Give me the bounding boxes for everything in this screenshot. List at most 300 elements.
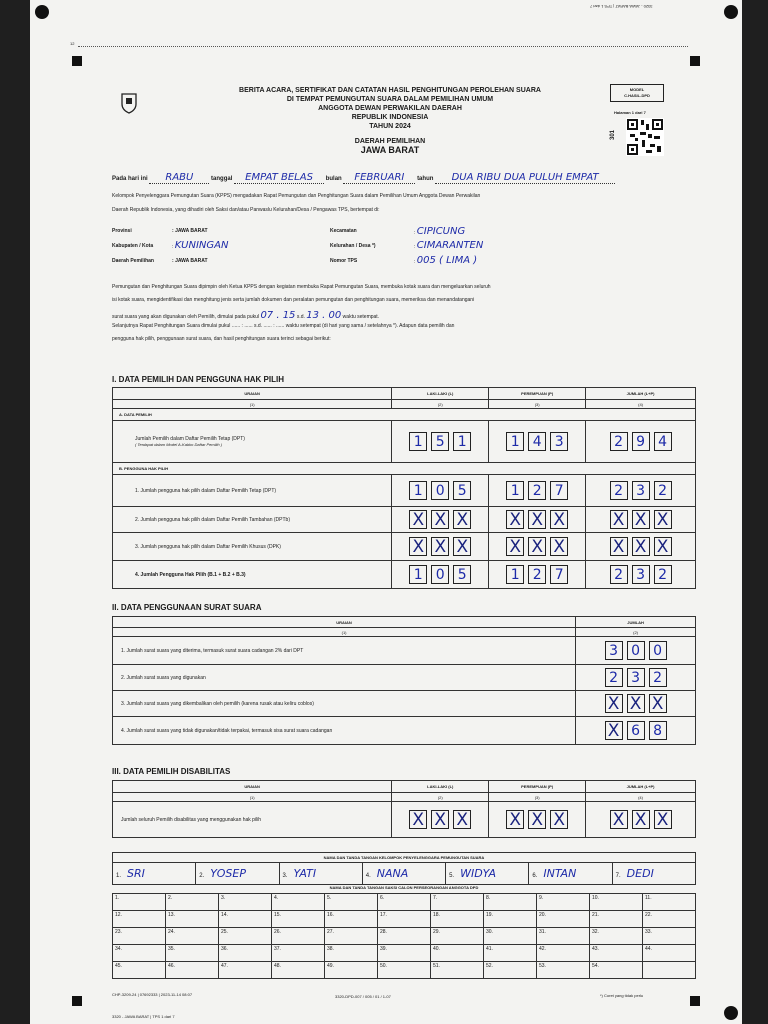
digit: 8 xyxy=(649,721,667,740)
saksi-number: 43. xyxy=(592,946,599,952)
digit: X xyxy=(550,537,568,556)
s3-num-2: (2) xyxy=(392,793,489,802)
saksi-table xyxy=(112,893,696,979)
section-2-title: II. DATA PENGGUNAAN SURAT SUARA xyxy=(112,603,262,612)
kecamatan-label: Kecamatan xyxy=(330,228,357,234)
s1-b2-perempuan xyxy=(489,507,586,533)
kpps-signer-number: 7. xyxy=(615,873,621,879)
digit: 9 xyxy=(632,432,650,451)
s1-header-laki: LAKI-LAKI (L) xyxy=(392,388,489,400)
saksi-number: 3. xyxy=(221,895,226,901)
saksi-cell-19 xyxy=(484,911,537,928)
s1-b4-jumlah xyxy=(586,561,696,589)
kpps-header: NAMA DAN TANDA TANGAN KELOMPOK PENYELENGGARA PEMUNGUTAN SUARA xyxy=(113,853,696,863)
s2-num-1: (1) xyxy=(113,628,576,637)
saksi-number: 15. xyxy=(274,912,281,918)
saksi-number: 38. xyxy=(327,946,334,952)
saksi-number: 23. xyxy=(115,929,122,935)
s2-row-4-value xyxy=(576,717,696,745)
s2-row-2-value xyxy=(576,665,696,691)
kabupaten-value: : KUNINGAN xyxy=(172,240,229,251)
digit: 7 xyxy=(550,481,568,500)
digit: X xyxy=(654,537,672,556)
saksi-cell-21 xyxy=(590,911,643,928)
saksi-number: 20. xyxy=(539,912,546,918)
saksi-cell-40 xyxy=(431,945,484,962)
digit: X xyxy=(431,537,449,556)
tps-text: 005 ( LIMA ) xyxy=(416,255,478,266)
registration-mark-br xyxy=(690,996,700,1006)
s1-b3-laki xyxy=(392,533,489,561)
saksi-number: 31. xyxy=(539,929,546,935)
kpu-logo xyxy=(120,92,138,112)
s3-jumlah xyxy=(586,802,696,838)
saksi-cell-24 xyxy=(166,928,219,945)
saksi-number: 6. xyxy=(380,895,385,901)
digit: 5 xyxy=(431,432,449,451)
digit: 2 xyxy=(528,565,546,584)
saksi-number: 19. xyxy=(486,912,493,918)
kpps-signer-name: YATI xyxy=(293,867,317,880)
model-label: MODEL xyxy=(629,87,645,92)
end-time: 13 . 00 xyxy=(306,310,342,321)
saksi-cell-23 xyxy=(113,928,166,945)
kpps-signer-name: YOSEP xyxy=(210,867,246,880)
bulan-label: bulan xyxy=(325,176,342,182)
section-2-table xyxy=(112,616,696,745)
s1-a-row-text: Jumlah Pemilih dalam Daftar Pemilih Tetap (DPT) xyxy=(135,436,245,442)
digit: X xyxy=(550,510,568,529)
s1-section-b-label: B. PENGGUNA HAK PILIH xyxy=(113,463,696,475)
body-p4-text: Selanjutnya Rapat Penghitungan Suara dimulai pukul xyxy=(112,323,231,329)
tps-value: : 005 ( LIMA ) xyxy=(414,255,478,266)
digit: 1 xyxy=(453,432,471,451)
kpps-signer-3 xyxy=(279,863,362,885)
s1-a-row-label xyxy=(113,421,392,463)
saksi-cell-8 xyxy=(484,894,537,911)
saksi-number: 39. xyxy=(380,946,387,952)
kabupaten-text: KUNINGAN xyxy=(174,240,229,251)
binder-hole-right xyxy=(724,5,738,19)
kpps-signer-number: 3. xyxy=(282,873,288,879)
s1-b1-label: 1. Jumlah pengguna hak pilih dalam Daftar Pemilih Tetap (DPT) xyxy=(113,475,392,507)
section-3-table xyxy=(112,780,696,838)
saksi-cell-5 xyxy=(325,894,378,911)
body-p4-tail: waktu setempat (di hari yang sama / setelahnya *). Adapun data pemilih dan xyxy=(285,323,455,329)
saksi-cell-49 xyxy=(325,962,378,979)
daerah-pemilihan-label: Daerah Pemilihan xyxy=(112,258,154,264)
tanggal-label: tanggal xyxy=(211,176,233,182)
digit: X xyxy=(610,810,628,829)
kecamatan-text: CIPICUNG xyxy=(416,226,466,237)
saksi-number: 24. xyxy=(168,929,175,935)
digit: X xyxy=(431,510,449,529)
daerah-pemilihan-text: JAWA BARAT xyxy=(175,258,208,264)
digit: X xyxy=(605,721,623,740)
daerah-label: DAERAH PEMILIHAN xyxy=(354,138,426,145)
saksi-number: 10. xyxy=(592,895,599,901)
digit: X xyxy=(632,510,650,529)
s2-row-4-label: 4. Jumlah surat suara yang tidak digunakan/tidak terpakai, termasuk sisa surat suara cadangan xyxy=(113,717,576,745)
provinsi-value: : JAWA BARAT xyxy=(172,228,208,234)
title-line-3: ANGGOTA DEWAN PERWAKILAN DAERAH xyxy=(318,105,462,112)
footer-right: *) Coret yang tidak perlu xyxy=(600,993,644,998)
saksi-number: 16. xyxy=(327,912,334,918)
saksi-number: 49. xyxy=(327,963,334,969)
saksi-cell-32 xyxy=(590,928,643,945)
saksi-cell-20 xyxy=(537,911,590,928)
body-paragraph-3 xyxy=(112,310,702,321)
s1-num-4: (4) xyxy=(586,400,696,409)
title-line-4: REPUBLIK INDONESIA xyxy=(351,114,429,121)
kpps-signer-number: 2. xyxy=(199,873,205,879)
binder-hole-bottom-right xyxy=(724,1006,738,1020)
digit: X xyxy=(605,694,623,713)
saksi-number: 54. xyxy=(592,963,599,969)
kpps-signer-4 xyxy=(362,863,445,885)
kpps-signer-name: INTAN xyxy=(543,867,577,880)
digit: 3 xyxy=(605,641,623,660)
saksi-number: 36. xyxy=(221,946,228,952)
digit: 4 xyxy=(528,432,546,451)
s1-b4-label: 4. Jumlah Pengguna Hak Pilih (B.1 + B.2 + B.3) xyxy=(113,561,392,589)
saksi-header: NAMA DAN TANDA TANGAN SAKSI CALON PERSEORANGAN ANGGOTA DPD xyxy=(329,885,479,890)
saksi-number: 14. xyxy=(221,912,228,918)
s1-b1-laki xyxy=(392,475,489,507)
saksi-cell-48 xyxy=(272,962,325,979)
digit: 1 xyxy=(506,565,524,584)
saksi-cell-53 xyxy=(537,962,590,979)
saksi-number: 52. xyxy=(486,963,493,969)
digit: 7 xyxy=(550,565,568,584)
line-number: 12 xyxy=(70,41,75,46)
section-1-table xyxy=(112,387,696,589)
digit: X xyxy=(506,810,524,829)
digit: X xyxy=(610,537,628,556)
kpps-signer-name: WIDYA xyxy=(460,867,497,880)
digit: X xyxy=(632,537,650,556)
saksi-cell-33 xyxy=(643,928,696,945)
saksi-number: 33. xyxy=(645,929,652,935)
saksi-number: 18. xyxy=(433,912,440,918)
s1-a-laki xyxy=(392,421,489,463)
s3-perempuan xyxy=(489,802,586,838)
s3-laki xyxy=(392,802,489,838)
digit: 2 xyxy=(610,432,628,451)
saksi-cell-7 xyxy=(431,894,484,911)
s1-b4-laki xyxy=(392,561,489,589)
saksi-cell-43 xyxy=(590,945,643,962)
start-time: 07 . 15 xyxy=(260,310,296,321)
s2-header-jumlah: JUMLAH xyxy=(576,617,696,628)
digit: X xyxy=(528,537,546,556)
digit: 1 xyxy=(409,565,427,584)
kpps-signer-7 xyxy=(612,863,695,885)
kecamatan-value: : CIPICUNG xyxy=(414,226,466,237)
saksi-cell-38 xyxy=(325,945,378,962)
saksi-number: 1. xyxy=(115,895,120,901)
saksi-number: 21. xyxy=(592,912,599,918)
kpps-signature-table xyxy=(112,852,696,885)
s1-b2-label: 2. Jumlah pengguna hak pilih dalam Daftar Pemilih Tambahan (DPTb) xyxy=(113,507,392,533)
s3-header-jumlah: JUMLAH (L+P) xyxy=(586,781,696,793)
digit: 1 xyxy=(506,432,524,451)
body-p3-text: surat suara yang akan digunakan oleh Pemilih, dimulai pada pukul xyxy=(112,314,260,320)
digit: 1 xyxy=(409,481,427,500)
saksi-number: 5. xyxy=(327,895,332,901)
saksi-cell-51 xyxy=(431,962,484,979)
qr-code xyxy=(626,118,664,156)
kpps-signer-name: NANA xyxy=(376,867,409,880)
model-box xyxy=(610,84,664,102)
saksi-cell-3 xyxy=(219,894,272,911)
saksi-cell-39 xyxy=(378,945,431,962)
saksi-cell-50 xyxy=(378,962,431,979)
s3-header-laki: LAKI-LAKI (L) xyxy=(392,781,489,793)
digit: 2 xyxy=(610,481,628,500)
section-3-title: III. DATA PEMILIH DISABILITAS xyxy=(112,767,231,776)
digit: 3 xyxy=(627,668,645,687)
digit: 2 xyxy=(528,481,546,500)
saksi-cell-28 xyxy=(378,928,431,945)
saksi-cell-9 xyxy=(537,894,590,911)
saksi-number: 8. xyxy=(486,895,491,901)
saksi-cell-15 xyxy=(272,911,325,928)
digit: 3 xyxy=(632,481,650,500)
start-sd: s.d. xyxy=(296,314,305,320)
digit: 6 xyxy=(627,721,645,740)
provinsi-label: Provinsi xyxy=(112,228,132,234)
kpps-signer-5 xyxy=(446,863,529,885)
saksi-cell-12 xyxy=(113,911,166,928)
s1-section-a-label: A. DATA PEMILIH xyxy=(113,409,696,421)
saksi-number: 47. xyxy=(221,963,228,969)
perforation-line xyxy=(78,46,688,47)
s3-row-label: Jumlah seluruh Pemilih disabilitas yang menggunakan hak pilih xyxy=(113,802,392,838)
saksi-cell-16 xyxy=(325,911,378,928)
saksi-cell-10 xyxy=(590,894,643,911)
saksi-number: 53. xyxy=(539,963,546,969)
qr-number: 301 xyxy=(610,129,617,141)
saksi-cell-1 xyxy=(113,894,166,911)
page-indicator: Halaman 1 dari 7 xyxy=(614,110,646,115)
saksi-number: 45. xyxy=(115,963,122,969)
opening-line xyxy=(112,172,712,188)
footer-bottom: 3320 - JAWA BARAT | TPS 1 dari 7 xyxy=(112,1014,175,1019)
saksi-cell-26 xyxy=(272,928,325,945)
s1-header-jumlah: JUMLAH (L+P) xyxy=(586,388,696,400)
kelurahan-label: Kelurahan / Desa *) xyxy=(330,243,376,249)
registration-mark-tr xyxy=(690,56,700,66)
title-line-1: BERITA ACARA, SERTIFIKAT DAN CATATAN HASIL PENGHITUNGAN PEROLEHAN SUARA xyxy=(239,87,541,94)
title-line-5: TAHUN 2024 xyxy=(369,123,411,130)
s2-num-2: (2) xyxy=(576,628,696,637)
digit: X xyxy=(409,537,427,556)
kpps-signer-number: 5. xyxy=(449,873,455,879)
digit: X xyxy=(654,810,672,829)
saksi-number: 35. xyxy=(168,946,175,952)
digit: 2 xyxy=(605,668,623,687)
digit: 1 xyxy=(409,432,427,451)
digit: X xyxy=(453,510,471,529)
digit: X xyxy=(453,537,471,556)
s1-b3-label: 3. Jumlah pengguna hak pilih dalam Daftar Pemilih Khusus (DPK) xyxy=(113,533,392,561)
saksi-cell-27 xyxy=(325,928,378,945)
body-paragraph-1: Pemungutan dan Penghitungan Suara dipimpin oleh Ketua KPPS dengan kegiatan membuka Rapat Pemungutan Suara, membuka kotak suara dan mengeluarkan seluruh xyxy=(112,284,491,290)
s2-header-uraian: URAIAN xyxy=(113,617,576,628)
tahun-value: DUA RIBU DUA PULUH EMPAT xyxy=(435,172,615,184)
digit: 4 xyxy=(654,432,672,451)
s3-num-4: (4) xyxy=(586,793,696,802)
s3-header-uraian: URAIAN xyxy=(113,781,392,793)
form-sheet xyxy=(30,0,742,1024)
s2-row-3-label: 3. Jumlah surat suara yang dikembalikan oleh pemilih (karena rusak atau keliru coblos) xyxy=(113,691,576,717)
saksi-number: 2. xyxy=(168,895,173,901)
saksi-cell-35 xyxy=(166,945,219,962)
saksi-number: 28. xyxy=(380,929,387,935)
title-line-2: DI TEMPAT PEMUNGUTAN SUARA DALAM PEMILIHAN UMUM xyxy=(286,96,494,103)
digit: 2 xyxy=(649,668,667,687)
form-title xyxy=(180,86,600,155)
s1-num-3: (3) xyxy=(489,400,586,409)
digit: X xyxy=(550,810,568,829)
saksi-number: 50. xyxy=(380,963,387,969)
digit: 2 xyxy=(654,565,672,584)
saksi-cell-13 xyxy=(166,911,219,928)
saksi-number: 51. xyxy=(433,963,440,969)
digit: X xyxy=(409,810,427,829)
s1-header-uraian: URAIAN xyxy=(113,388,392,400)
saksi-cell-14 xyxy=(219,911,272,928)
kpps-signer-number: 1. xyxy=(116,873,122,879)
saksi-cell-52 xyxy=(484,962,537,979)
saksi-number: 37. xyxy=(274,946,281,952)
saksi-cell-31 xyxy=(537,928,590,945)
section-1-title: I. DATA PEMILIH DAN PENGGUNA HAK PILIH xyxy=(112,375,284,384)
kpps-signer-name: SRI xyxy=(127,867,145,880)
saksi-number: 44. xyxy=(645,946,652,952)
digit: X xyxy=(649,694,667,713)
kpps-signer-1 xyxy=(113,863,196,885)
kpps-signer-6 xyxy=(529,863,612,885)
model-value: C.HASIL-DPD xyxy=(624,93,650,98)
digit: 5 xyxy=(453,481,471,500)
kabupaten-label: Kabupaten / Kota xyxy=(112,243,154,249)
s2-row-2-label: 2. Jumlah surat suara yang digunakan xyxy=(113,665,576,691)
saksi-number: 9. xyxy=(539,895,544,901)
body-p3-tail: waktu setempat. xyxy=(342,314,380,320)
digit: X xyxy=(409,510,427,529)
opening-paragraph-1: Kelompok Penyelenggara Pemungutan Suara (KPPS) mengadakan Rapat Pemungutan dan Penghitungan Suara dalam Pemilihan Umum Anggota Dewan Perwakilan xyxy=(112,193,481,199)
saksi-cell-47 xyxy=(219,962,272,979)
digit: X xyxy=(610,510,628,529)
saksi-number: 34. xyxy=(115,946,122,952)
s1-b2-jumlah xyxy=(586,507,696,533)
saksi-cell-46 xyxy=(166,962,219,979)
digit: 0 xyxy=(649,641,667,660)
digit: 0 xyxy=(431,481,449,500)
saksi-cell-empty xyxy=(643,962,696,979)
saksi-cell-37 xyxy=(272,945,325,962)
s1-num-1: (1) xyxy=(113,400,392,409)
saksi-number: 13. xyxy=(168,912,175,918)
s1-b4-perempuan xyxy=(489,561,586,589)
digit: 1 xyxy=(506,481,524,500)
saksi-number: 32. xyxy=(592,929,599,935)
saksi-number: 17. xyxy=(380,912,387,918)
s1-b3-jumlah xyxy=(586,533,696,561)
s1-a-row-note: ( Terdapat dalam Model A-Kabko Daftar Pemilih ) xyxy=(135,442,223,447)
saksi-number: 11. xyxy=(645,895,652,901)
saksi-number: 12. xyxy=(115,912,122,918)
saksi-number: 48. xyxy=(274,963,281,969)
saksi-number: 22. xyxy=(645,912,652,918)
digit: X xyxy=(506,510,524,529)
saksi-cell-29 xyxy=(431,928,484,945)
digit: X xyxy=(506,537,524,556)
s3-num-1: (1) xyxy=(113,793,392,802)
s2-row-3-value xyxy=(576,691,696,717)
saksi-cell-36 xyxy=(219,945,272,962)
saksi-number: 41. xyxy=(486,946,493,952)
s3-num-3: (3) xyxy=(489,793,586,802)
top-stamp: 3320 - JAWA BARAT | TPS 1 dari 7 xyxy=(590,4,653,9)
saksi-number: 26. xyxy=(274,929,281,935)
saksi-cell-45 xyxy=(113,962,166,979)
s1-b1-jumlah xyxy=(586,475,696,507)
digit: 5 xyxy=(453,565,471,584)
saksi-cell-41 xyxy=(484,945,537,962)
digit: 0 xyxy=(627,641,645,660)
saksi-number: 29. xyxy=(433,929,440,935)
kelurahan-text: CIMARANTEN xyxy=(416,240,484,251)
opening-paragraph-2: Daerah Republik Indonesia, yang dihadiri oleh Saksi dan/atau Panwaslu Kelurahan/Desa / Pengawas TPS, bertempat di: xyxy=(112,207,380,213)
saksi-number: 40. xyxy=(433,946,440,952)
s1-b1-perempuan xyxy=(489,475,586,507)
hari-value: RABU xyxy=(149,172,209,184)
daerah-value: JAWA BARAT xyxy=(360,145,420,155)
digit: X xyxy=(528,510,546,529)
s1-b2-laki xyxy=(392,507,489,533)
kpps-signer-name: DEDI xyxy=(626,867,654,880)
saksi-cell-42 xyxy=(537,945,590,962)
saksi-cell-25 xyxy=(219,928,272,945)
digit: X xyxy=(453,810,471,829)
bulan-value: FEBRUARI xyxy=(343,172,415,184)
saksi-cell-18 xyxy=(431,911,484,928)
saksi-cell-4 xyxy=(272,894,325,911)
s1-b3-perempuan xyxy=(489,533,586,561)
saksi-number: 7. xyxy=(433,895,438,901)
body-paragraph-2: isi kotak suara, mengidentifikasi dan menghitung jenis serta jumlah dokumen dan peralatan pemungutan dan penghitungan suara, memeriksa dan menandatangani xyxy=(112,297,475,303)
registration-mark-tl xyxy=(72,56,82,66)
saksi-cell-34 xyxy=(113,945,166,962)
saksi-cell-17 xyxy=(378,911,431,928)
digit: 3 xyxy=(632,565,650,584)
saksi-number: 46. xyxy=(168,963,175,969)
count-time: ...... : ...... s.d. ...... : ...... xyxy=(231,323,285,329)
digit: X xyxy=(431,810,449,829)
digit: X xyxy=(528,810,546,829)
saksi-cell-6 xyxy=(378,894,431,911)
tanggal-value: EMPAT BELAS xyxy=(234,172,324,184)
tahun-label: tahun xyxy=(417,176,434,182)
s1-a-perempuan xyxy=(489,421,586,463)
digit: 3 xyxy=(550,432,568,451)
s1-header-perempuan: PEREMPUAN (P) xyxy=(489,388,586,400)
digit: 0 xyxy=(431,565,449,584)
digit: X xyxy=(654,510,672,529)
